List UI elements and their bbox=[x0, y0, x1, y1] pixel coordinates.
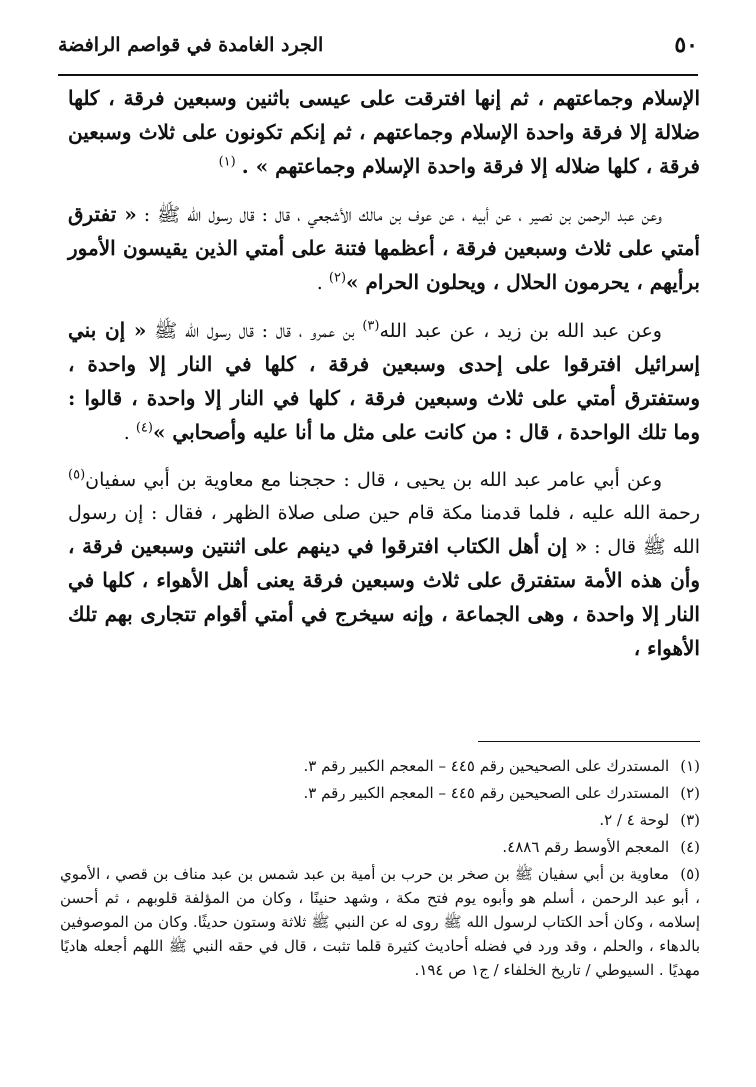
paragraph-2 bbox=[68, 198, 700, 300]
paragraph-3 bbox=[68, 314, 700, 450]
footnote-1 bbox=[60, 754, 700, 778]
narration-text: وعن عبد الله بن زيد ، عن عبد الله bbox=[379, 320, 662, 342]
narration-text: وعن أبي عامر عبد الله بن يحيى ، قال : حججنا مع معاوية بن أبي سفيان bbox=[85, 469, 662, 491]
footnote-number: (٥) bbox=[680, 865, 700, 883]
narration-text: رحمة الله عليه ، فلما قدمنا مكة قام حين صلى صلاة الظهر ، فقال : إن رسول الله ﷺ قال : bbox=[68, 502, 700, 558]
footnote-text: لوحة ٤ / ٢. bbox=[599, 811, 670, 829]
header-rule bbox=[58, 74, 698, 76]
footnote-number: (١) bbox=[680, 757, 700, 775]
footnote-text: المستدرك على الصحيحين رقم ٤٤٥ – المعجم الكبير رقم ٣. bbox=[303, 757, 670, 775]
footnote-number: (٤) bbox=[680, 838, 700, 856]
footnote-3 bbox=[60, 808, 700, 832]
footnote-ref: (٣) bbox=[362, 318, 380, 334]
footnote-text: معاوية بن أبي سفيان ﷺ بن صخر بن حرب بن أمية بن عبد شمس بن عبد مناف بن قصي ، الأموي ، أبو عبد الرحمن ، أسلم هو وأبوه يوم فتح مكة ، وشهد حنينًا ، وكان من المؤلفة قلوبهم ، ثم أحسن إسلامه ، وكان أحد الكتاب لرسول الله ﷺ روى له عن النبي ﷺ ثلاثة وستون حديثًا. وكان من الموصوفين بالدهاء ، والحلم ، وقد ورد في فضله أحاديث كثيرة قلما تثبت ، قال في حقه النبي ﷺ اللهم أجعله هاديًا مهديًا . السيوطي / تاريخ الخلفاء / ج١ ص ١٩٤. bbox=[60, 865, 700, 979]
main-text bbox=[68, 82, 700, 680]
footnote-rule bbox=[478, 741, 700, 742]
footnote-text: المستدرك على الصحيحين رقم ٤٤٥ – المعجم الكبير رقم ٣. bbox=[303, 784, 670, 802]
running-title: الجرد الغامدة في قواصم الرافضة bbox=[58, 34, 324, 56]
paragraph-4 bbox=[68, 464, 700, 666]
footnote-ref: (١) bbox=[218, 154, 236, 170]
footnote-5 bbox=[60, 862, 700, 982]
narration-text: بن عمرو ، قال : قال رسول الله ﷺ bbox=[154, 320, 355, 342]
hadith-text: الإسلام وجماعتهم ، ثم إنها افترقت على عيسى باثنين وسبعين فرقة ، كلها ضلالة إلا فرقة واحدة الإسلام وجماعتهم ، ثم إنكم تكونون على ثلاث وسبعين فرقة ، كلها ضلاله إلا فرقة واحدة الإسلام وجماعتهم » . bbox=[68, 86, 700, 178]
footnote-text: المعجم الأوسط رقم ٤٨٨٦. bbox=[502, 838, 670, 856]
paragraph-1 bbox=[68, 82, 700, 184]
punctuation: . bbox=[123, 422, 130, 444]
narration-text: وعن عبد الرحمن بن نصير ، عن أبيه ، عن عوف بن مالك الأشجعي ، قال : قال رسول الله ﷺ : bbox=[143, 204, 663, 226]
footnote-2 bbox=[60, 781, 700, 805]
footnote-4 bbox=[60, 835, 700, 859]
page-header bbox=[58, 28, 698, 72]
footnote-number: (٢) bbox=[680, 784, 700, 802]
footnote-ref: (٢) bbox=[328, 270, 347, 286]
footnote-ref: (٤) bbox=[135, 420, 153, 436]
hadith-text: « إن أهل الكتاب افترقوا في دينهم على اثنتين وسبعين فرقة ، وأن هذه الأمة ستفترق على ثلاث وسبعين فرقة يعنى أهل الأهواء ، كلها في النار إلا واحدة ، وهى الجماعة ، وإنه سيخرج في أمتي أقوام تتجارى بهم تلك الأهواء ، bbox=[68, 534, 700, 660]
punctuation: . bbox=[316, 272, 323, 294]
footnote-ref: (٥) bbox=[68, 467, 86, 483]
hadith-text: « إن بني إسرائيل افترقوا على إحدى وسبعين فرقة ، كلها في النار إلا واحدة ، وستفترق أمتي على ثلاث وسبعين فرقة ، كلها في النار إلا واحدة ، قالوا : وما تلك الواحدة ، قال : من كانت على مثل ما أنا عليه وأصحابي » bbox=[68, 318, 700, 444]
footnotes bbox=[60, 754, 700, 985]
footnote-number: (٣) bbox=[680, 811, 700, 829]
hadith-text: « تفترق أمتي على ثلاث وسبعين فرقة ، أعظمها فتنة على أمتي الذين يقيسون الأمور برأيهم ، يحرمون الحلال ، ويحلون الحرام » bbox=[68, 202, 700, 294]
page-number: ٥٠ bbox=[674, 32, 698, 58]
